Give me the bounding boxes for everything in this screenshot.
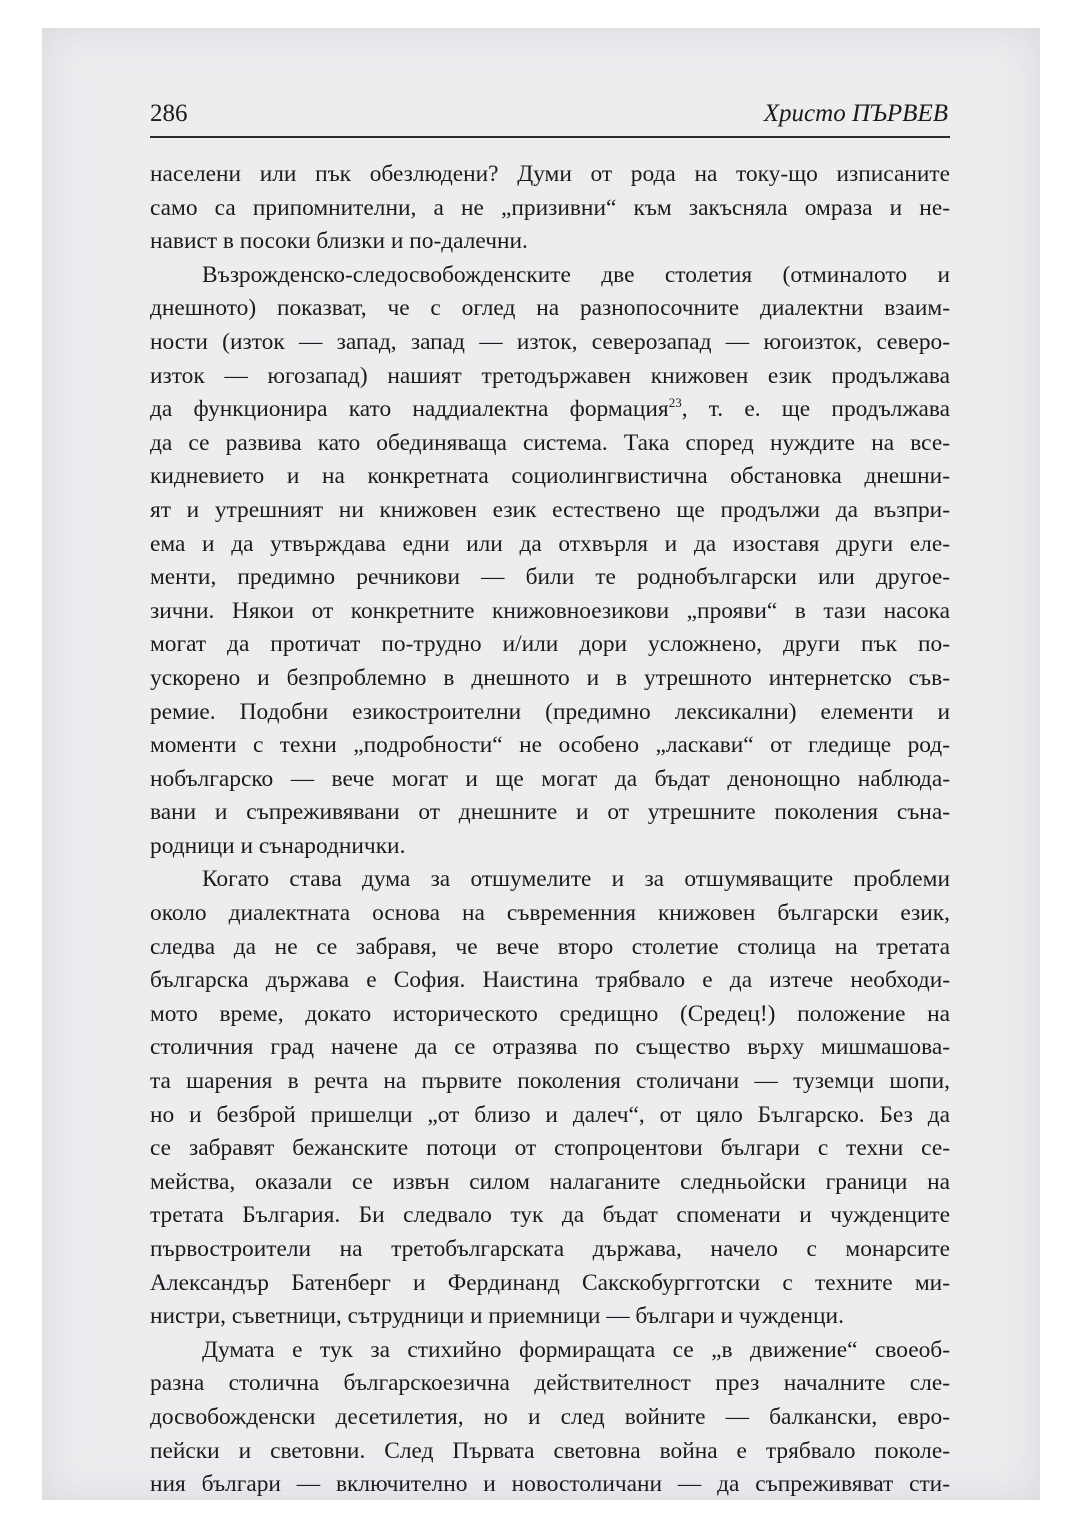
text-line: третата България. Би следвало тук да бъдат споменати и чужденците [150, 1202, 950, 1229]
text-segment: да функционира като наддиалектна формация [150, 396, 669, 423]
page-number: 286 [150, 100, 188, 127]
body-text [150, 158, 950, 1502]
text-line: мейства, оказали се извън силом налаганите следньойски граници на [150, 1168, 950, 1195]
text-line: досвобожденски десетилетия, но и след войните — балкански, евро- [150, 1403, 950, 1430]
header-rule [150, 136, 950, 138]
text-line: ят и утрешният ни книжовен език естествено ще продължи да възпри- [150, 496, 950, 523]
text-line: кидневието и на конкретната социолингвистична обстановка днешни- [150, 463, 950, 490]
footnote-mark: 23 [668, 395, 682, 411]
running-head-author: Христо ПЪРВЕВ [763, 100, 948, 127]
text-line: около диалектната основа на съвременния книжовен български език, [150, 900, 950, 927]
text-line: ускорено и безпроблемно в днешното и в утрешното интернетско съв- [150, 664, 950, 691]
text-line: само са припомнителни, а не „призивни“ към закъсняла омраза и не- [150, 194, 950, 221]
text-line: българска държава е София. Наистина трябвало е да изтече необходи- [150, 967, 950, 994]
text-line: родници и сънароднички. [150, 832, 406, 859]
book-page [150, 96, 950, 1502]
paragraph-1 [150, 158, 950, 259]
text-line: ремие. Подобни езикостроителни (предимно лексикални) елементи и [150, 698, 950, 725]
running-header [150, 96, 950, 134]
text-line: да се развива като обединяваща система. Така според нуждите на все- [150, 429, 950, 456]
text-line: навист в посоки близки и по-далечни. [150, 228, 528, 255]
text-line: Александър Батенберг и Фердинанд Сакскобургготски с техните ми- [150, 1269, 950, 1296]
text-line: зични. Някои от конкретните книжовноезикови „прояви“ в тази насока [150, 597, 950, 624]
text-line: първостроители на третобългарската държава, начело с монарсите [150, 1236, 950, 1262]
text-line: Възрожденско-следосвобожденските две столетия (отминалото и [202, 261, 950, 288]
text-line: ема и да утвърждава едни или да отхвърля и да изоставя други еле- [150, 530, 950, 557]
text-line: нобългарско — вече могат и ще могат да бъдат денонощно наблюда- [150, 765, 950, 792]
text-line: вани и съпреживявани от днешните и от утрешните поколения съна- [150, 799, 950, 826]
text-line: столичния град начене да се отразява по същество върху мишмашова- [150, 1034, 950, 1061]
text-line: та шарения в речта на първите поколения столичани — туземци шопи, [150, 1068, 950, 1095]
text-segment: , т. е. ще продължава [681, 396, 950, 423]
text-line: моменти с техни „подробности“ не особено „ласкави“ от гледище род- [150, 732, 950, 759]
text-line: но и безброй пришелци „от близо и далеч“, от цяло Българско. Без да [150, 1101, 950, 1128]
text-line: Думата е тук за стихийно формиращата се „в движение“ своеоб- [202, 1336, 950, 1363]
text-line: могат да протичат по-трудно и/или дори усложнено, други пък по- [150, 631, 950, 658]
text-line: следва да не се забравя, че вече второ столетие столица на третата [150, 933, 950, 960]
text-line: днешното) показват, че с оглед на разнопосочните диалектни взаим- [150, 295, 950, 322]
text-line: се забравят бежанските потоци от стопроцентови българи с техни се- [150, 1135, 950, 1162]
text-line: менти, предимно речникови — били те роднобългарски или другое- [150, 564, 950, 591]
text-line: ния българи — включително и новостоличани — да съпреживяват сти- [150, 1471, 950, 1498]
text-line: ности (изток — запад, запад — изток, северозапад — югоизток, северо- [150, 328, 950, 355]
text-line: разна столична българскоезична действителност през началните сле- [150, 1370, 950, 1397]
text-line-with-footnote [150, 393, 950, 427]
paragraph-2 [150, 259, 950, 864]
paragraph-3 [150, 863, 950, 1333]
paragraph-4 [150, 1334, 950, 1502]
text-line: нистри, съветници, сътрудници и приемници — българи и чужденци. [150, 1303, 844, 1330]
text-line: пейски и световни. След Първата световна война е трябвало поколе- [150, 1437, 950, 1464]
text-line: изток — югозапад) нашият третодържавен книжовен език продължава [150, 362, 950, 389]
text-line: мото време, докато историческото средищно (Средец!) положение на [150, 1000, 950, 1027]
text-line: населени или пък обезлюдени? Думи от рода на току-що изписаните [150, 161, 950, 187]
text-line: Когато става дума за отшумелите и за отшумяващите проблеми [202, 866, 950, 893]
